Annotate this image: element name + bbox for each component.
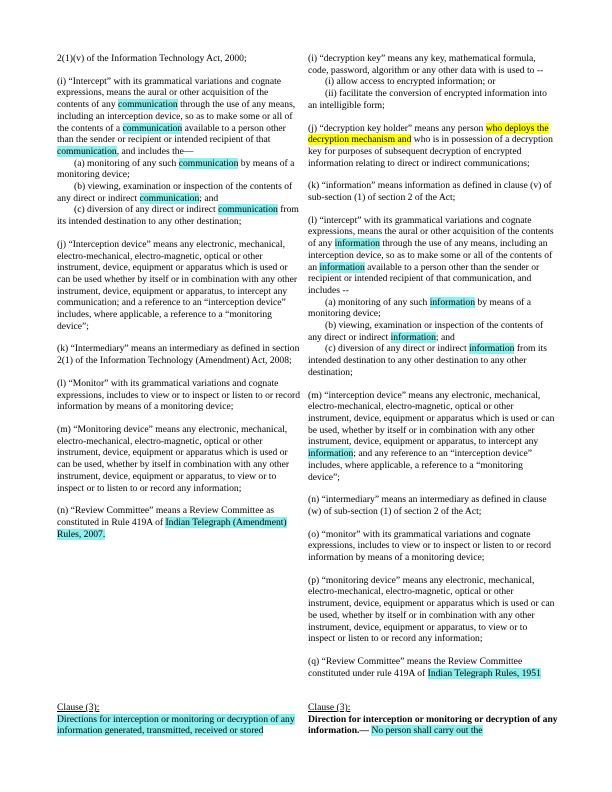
- text-run: ; and: [435, 331, 455, 343]
- right-column: [308, 53, 556, 679]
- text-run: from its intended destination to any other destination;: [57, 204, 299, 228]
- highlighted-text-cyan: Indian Telegraph (Amendment) Rules, 2007.: [57, 516, 287, 540]
- text-run: 2(1)(v) of the Information Technology Act, 2000;: [57, 53, 247, 64]
- text-run: (k) “information” means information as defined in clause (v) of sub-section (1) of section 2 of the Act;: [308, 180, 552, 204]
- paragraph: [57, 204, 300, 227]
- text-run: (a) monitoring of any such: [74, 157, 179, 169]
- highlighted-text-cyan: communication: [122, 122, 183, 134]
- paragraph: [57, 343, 300, 366]
- paragraph: [57, 181, 300, 204]
- text-run: (c) diversion of any direct or indirect: [74, 204, 219, 216]
- text-run: (i) “Intercept” with its grammatical variations and cognate expressions, means the aural or other acquisition of the contents of any: [57, 75, 282, 111]
- text-run: from its intended destination to any other destination to any other destination;: [308, 343, 547, 378]
- highlighted-text-cyan: information: [308, 448, 354, 460]
- text-run: (a) monitoring of any such: [325, 296, 430, 308]
- text-run: (p) “monitoring device” means any electronic, mechanical, electro-mechanical, electro-magnetic, optical or other instrument, device, equipment or apparatus which is used or can be used, whether by itself or in combination with any other instrument, device, equipment or apparatus, to view or to inspect or listen to or record any information;: [308, 574, 555, 645]
- paragraph: [308, 390, 556, 484]
- clause-line: [57, 702, 302, 714]
- text-run: (q) “Review Committee” means the Review Committee constituted under rule 419A of: [308, 655, 523, 679]
- highlighted-text-cyan: communication: [178, 157, 239, 169]
- left-column: [57, 53, 300, 679]
- highlighted-text-cyan: information: [469, 343, 515, 355]
- paragraph: [308, 320, 556, 343]
- paragraph: [308, 343, 556, 378]
- text-run: (m) “interception device” means any electronic, mechanical, electro-mechanical, electro-magnetic, optical or other instrument, device, equipment or apparatus which is used or can be used, whether by itself or in combination with any other instrument, device, equipment or apparatus, to intercept any: [308, 389, 555, 448]
- text-run: (c) diversion of any direct or indirect: [325, 343, 470, 355]
- highlighted-text-cyan: communication: [118, 99, 178, 111]
- text-run: (m) “Monitoring device” means any electronic, mechanical, electro-mechanical, electro-magnetic, optical or other instrument, device, equipment or apparatus which is used or can be used, whether by itself in combination with any other instrument, device, equipment or apparatus, to view or to inspect or to listen to or record any information;: [57, 423, 290, 494]
- text-run: (b) viewing, examination or inspection of the contents of any direct or indirect: [57, 181, 293, 204]
- highlighted-text-cyan: information: [390, 331, 436, 343]
- text-run: (j) “decryption key holder” means any person: [308, 122, 486, 134]
- highlighted-text-cyan: communication: [139, 192, 200, 204]
- paragraph: [308, 53, 556, 76]
- paragraph: [308, 297, 556, 320]
- highlighted-text-yellow: who deploys the decryption mechanism and: [308, 122, 549, 146]
- paragraph: [308, 575, 556, 645]
- text-run: (j) “Interception device” means any electronic, mechanical, electro-mechanical, electro-magnetic, optical or other instrument, device, equipment or apparatus which is used or can be used whether by itself or in combination with any other instrument, device, equipment or apparatus, to intercept any communication; and a reference to an “interception device” includes, where applicable, a reference to a “monitoring device”;: [57, 238, 298, 332]
- text-run: , and includes the—: [116, 145, 194, 157]
- text-run: by means of a monitoring device;: [57, 157, 295, 181]
- clause-line: [57, 714, 302, 737]
- text-run: (o) “monitor” with its grammatical variations and cognate expressions, includes to view or to inspect or listen to or record information by means of a monitoring device;: [308, 528, 551, 564]
- text-run: (i) “decryption key” means any key, mathematical formula, code, password, algorithm or any other data with is used to --: [308, 53, 544, 76]
- text-run: available to a person other than the sender or recipient or intended recipient of that: [57, 122, 286, 146]
- paragraph: [308, 180, 556, 203]
- paragraph: [308, 494, 556, 517]
- paragraph: [308, 76, 556, 88]
- text-run: (n) “intermediary” means an intermediary as defined in clause (w) of sub-section (1) of section 2 of the Act;: [308, 494, 547, 517]
- text-run: (ii) facilitate the conversion of encrypted information into an intelligible form;: [308, 88, 547, 111]
- paragraph: [57, 424, 300, 494]
- text-run: Clause (3):: [57, 702, 100, 713]
- paragraph: [308, 123, 556, 170]
- paragraph: [57, 239, 300, 333]
- paragraph: [57, 158, 300, 181]
- text-run: ; and: [199, 192, 219, 204]
- text-run: Direction for interception or monitoring or decryption of any information.—: [308, 713, 558, 737]
- text-run: through the use of any means, including an interception device, so as to make some or all of the contents of a: [57, 99, 296, 134]
- text-run: (l) “intercept” with its grammatical variations and cognate expressions, means the aural or other acquisition of the contents of any: [308, 214, 554, 250]
- clause-line: [308, 702, 558, 714]
- paragraph: [57, 378, 300, 413]
- text-run: by means of a monitoring device;: [308, 296, 531, 320]
- highlighted-text-cyan: Directions for interception or monitoring or decryption of any information generated, transmitted, received or stored: [57, 713, 295, 737]
- text-run: (n) “Review Committee” means a Review Committee as constituted in Rule 419A of: [57, 505, 275, 528]
- paragraph: [308, 529, 556, 564]
- highlighted-text-cyan: information: [429, 296, 476, 308]
- text-run: (l) “Monitor” with its grammatical variations and cognate expressions, includes to view or to inspect or listen to or record information by means of a monitoring device;: [57, 377, 300, 413]
- right-column-clause-3-block: [308, 702, 558, 737]
- clause-line: [308, 714, 558, 737]
- text-run: (b) viewing, examination or inspection of the contents of any direct or indirect: [308, 320, 544, 343]
- paragraph: [308, 656, 556, 679]
- highlighted-text-cyan: communication: [57, 145, 117, 157]
- paragraph: [57, 53, 300, 65]
- text-run: (k) “Intermediary” means an intermediary as defined in section 2(1) of the Information Technology (Amendment) Act, 2008;: [57, 343, 300, 367]
- highlighted-text-cyan: Indian Telegraph Rules, 1951: [427, 667, 541, 679]
- text-run: (i) allow access to encrypted information; or: [325, 76, 496, 88]
- text-run: through the use of any means, including an interception device, so as to make some or all of the contents of an: [308, 238, 553, 273]
- paragraph: [308, 88, 556, 111]
- highlighted-text-cyan: information: [334, 238, 380, 250]
- two-column-layout: [57, 53, 556, 679]
- text-run: ; and any reference to an “interception device” includes, where applicable, a reference to a “monitoring device”;: [308, 448, 533, 483]
- paragraph: [57, 505, 300, 540]
- text-run: available to a person other than the sender or recipient or intended recipient of that communication, and includes --: [308, 261, 540, 296]
- text-run: who is in possession of a decryption key for purposes of subsequent decryption of encrypted information relating to direct or indirect communications;: [308, 134, 553, 169]
- left-column-clause-3-block: [57, 702, 302, 737]
- text-run: Clause (3):: [308, 702, 351, 713]
- paragraph: [308, 215, 556, 297]
- paragraph: [57, 76, 300, 158]
- highlighted-text-cyan: communication: [218, 204, 278, 216]
- highlighted-text-cyan: information: [319, 261, 365, 273]
- highlighted-text-cyan: No person shall carry out the: [371, 725, 483, 737]
